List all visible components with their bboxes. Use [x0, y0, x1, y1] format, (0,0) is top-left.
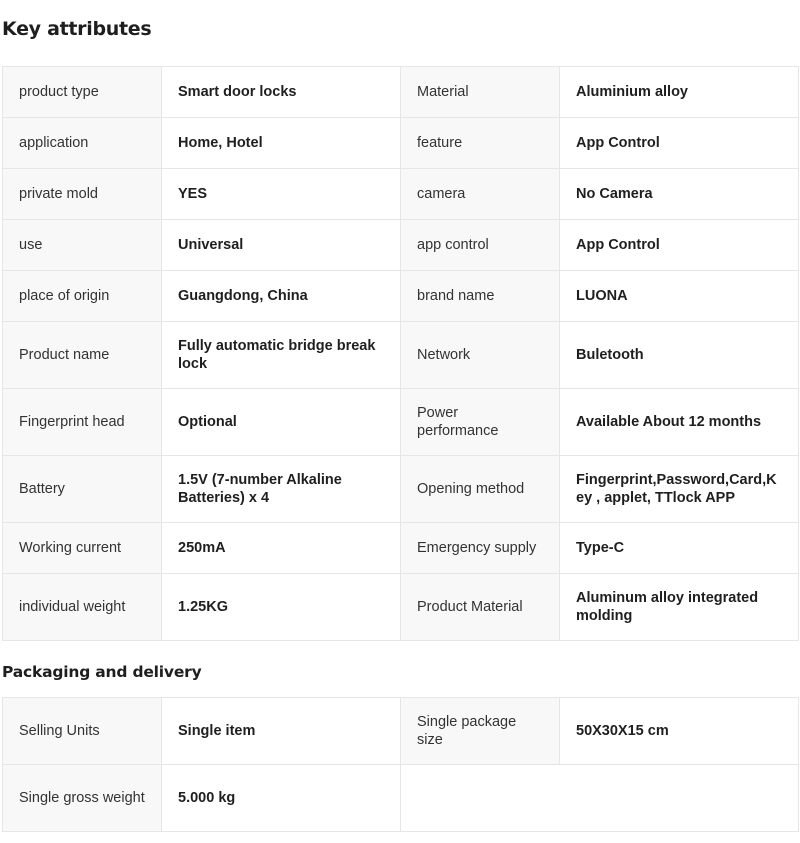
attribute-label: Single gross weight: [3, 765, 162, 832]
attribute-label: Working current: [3, 523, 162, 574]
packaging-table: [2, 697, 799, 832]
attribute-value: Aluminium alloy: [560, 67, 799, 118]
attribute-label: Material: [401, 67, 560, 118]
attribute-label: place of origin: [3, 271, 162, 322]
attribute-label: camera: [401, 169, 560, 220]
attribute-label: Fingerprint head: [3, 389, 162, 456]
attribute-value: LUONA: [560, 271, 799, 322]
attribute-value: Aluminum alloy integrated molding: [560, 574, 799, 641]
packaging-title: Packaging and delivery: [2, 663, 202, 681]
attribute-value: Single item: [162, 698, 401, 765]
attribute-label: app control: [401, 220, 560, 271]
attribute-value: App Control: [560, 118, 799, 169]
attribute-value: Optional: [162, 389, 401, 456]
attribute-value: Guangdong, China: [162, 271, 401, 322]
table-row: [3, 118, 799, 169]
table-row: [3, 322, 799, 389]
attribute-label: Power performance: [401, 389, 560, 456]
table-row: [3, 220, 799, 271]
attribute-label: Selling Units: [3, 698, 162, 765]
attribute-label: private mold: [3, 169, 162, 220]
attribute-value: Buletooth: [560, 322, 799, 389]
attribute-value: 1.5V (7-number Alkaline Batteries) x 4: [162, 456, 401, 523]
attribute-value: 50X30X15 cm: [560, 698, 799, 765]
table-row: [3, 698, 799, 765]
attribute-label: feature: [401, 118, 560, 169]
attribute-label: Opening method: [401, 456, 560, 523]
attribute-label: product type: [3, 67, 162, 118]
attribute-label: Product Material: [401, 574, 560, 641]
empty-cell: [401, 765, 560, 832]
table-row: [3, 456, 799, 523]
attribute-label: brand name: [401, 271, 560, 322]
attribute-value: Smart door locks: [162, 67, 401, 118]
attribute-label: Battery: [3, 456, 162, 523]
attribute-label: Network: [401, 322, 560, 389]
key-attributes-title: Key attributes: [2, 18, 152, 40]
attribute-value: 250mA: [162, 523, 401, 574]
table-row: [3, 523, 799, 574]
attribute-value: Home, Hotel: [162, 118, 401, 169]
attribute-value: Type-C: [560, 523, 799, 574]
attribute-value: No Camera: [560, 169, 799, 220]
attribute-value: Fingerprint,Password,Card,Key , applet, TTlock APP: [560, 456, 799, 523]
table-row: [3, 389, 799, 456]
attribute-value: 1.25KG: [162, 574, 401, 641]
empty-cell: [560, 765, 799, 832]
attribute-value: Fully automatic bridge break lock: [162, 322, 401, 389]
attribute-label: Emergency supply: [401, 523, 560, 574]
attribute-value: App Control: [560, 220, 799, 271]
attribute-label: Single package size: [401, 698, 560, 765]
table-row: [3, 271, 799, 322]
attribute-label: use: [3, 220, 162, 271]
table-row: [3, 67, 799, 118]
attribute-label: application: [3, 118, 162, 169]
attribute-value: YES: [162, 169, 401, 220]
table-row: [3, 574, 799, 641]
table-row: [3, 765, 799, 832]
table-row: [3, 169, 799, 220]
attribute-label: individual weight: [3, 574, 162, 641]
key-attributes-table: [2, 66, 799, 641]
attribute-value: Available About 12 months: [560, 389, 799, 456]
attribute-value: 5.000 kg: [162, 765, 401, 832]
attribute-label: Product name: [3, 322, 162, 389]
attribute-value: Universal: [162, 220, 401, 271]
